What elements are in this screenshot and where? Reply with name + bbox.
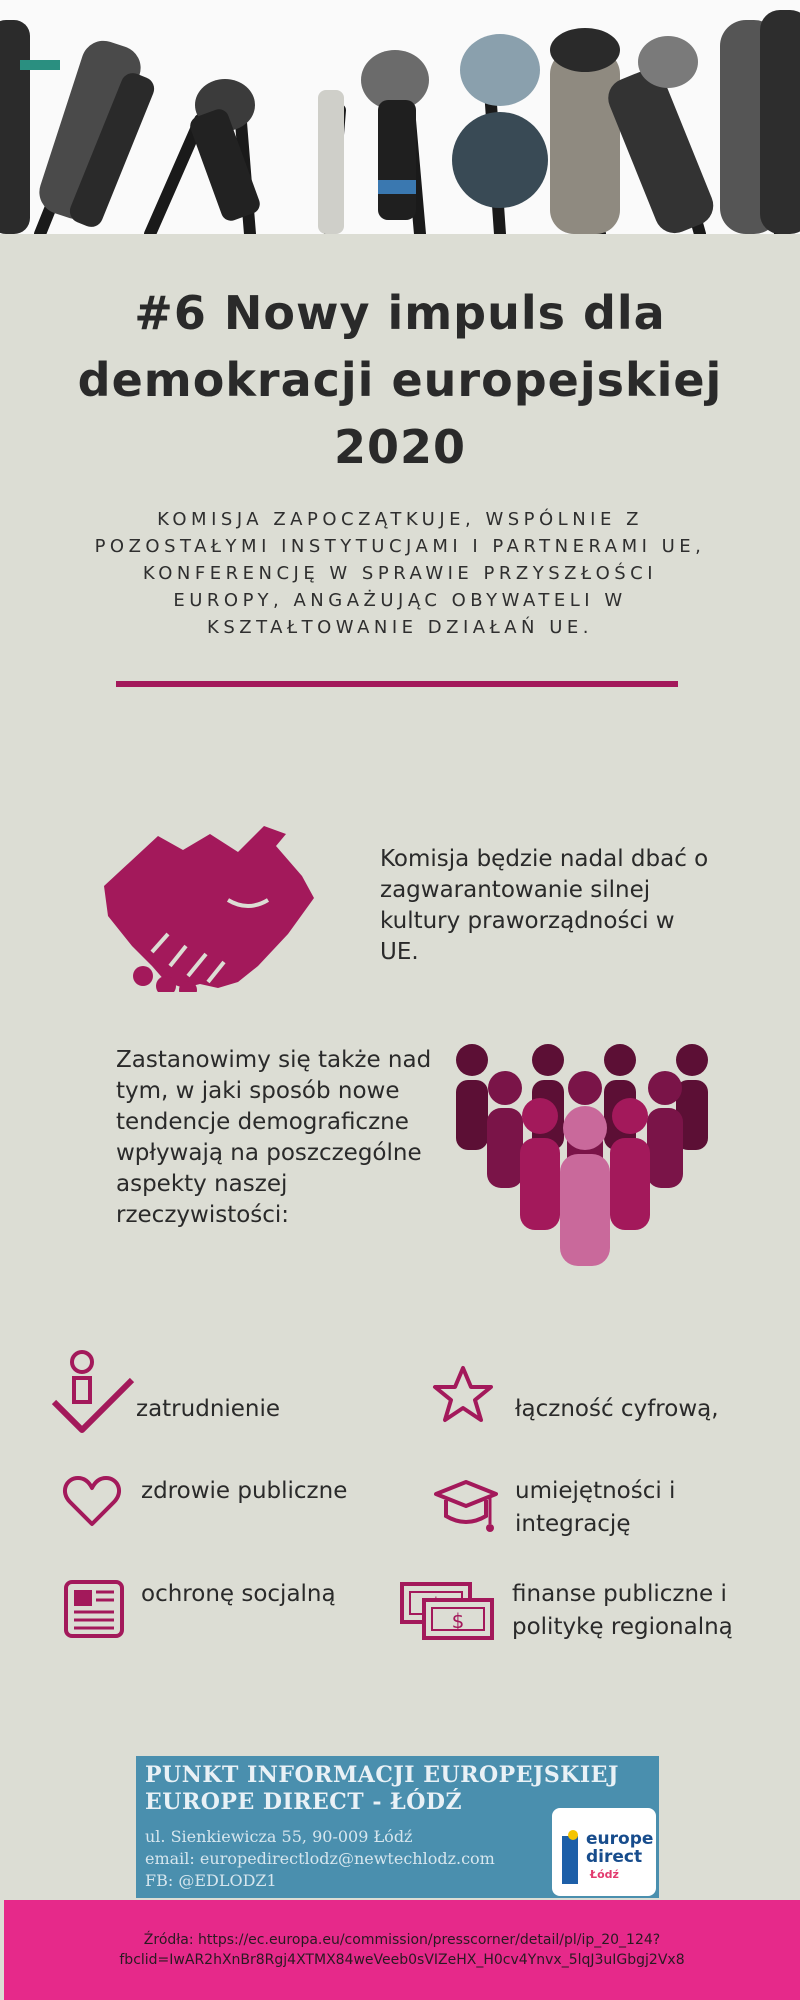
section2-text: Zastanowimy się także nad tym, w jaki sposób nowe tendencje demograficzne wpływają na poszczególne aspekty naszej rzeczywistości:	[116, 1047, 432, 1228]
banner-facebook: FB: @EDLODZ1	[145, 1871, 277, 1890]
europe-direct-logo	[552, 1808, 656, 1896]
person-check-icon	[50, 1350, 136, 1444]
people-group-icon	[450, 1040, 720, 1274]
logo-text-city: Łódź	[590, 1868, 619, 1881]
graduation-cap-icon	[434, 1478, 498, 1542]
sources-footer	[4, 1900, 800, 2000]
banner-contact	[145, 1826, 495, 1892]
topic-label-skills: umiejętności i integrację	[515, 1478, 676, 1537]
banner-line-2: EUROPE DIRECT - ŁÓDŹ	[145, 1789, 463, 1815]
topic-label-health: zdrowie publiczne	[141, 1478, 348, 1504]
title-line-1: #6 Nowy impuls dla	[134, 286, 666, 340]
page-title	[40, 280, 760, 481]
source-line-1: Źródła: https://ec.europa.eu/commission/presscorner/detail/pl/ip_20_124?	[143, 1932, 661, 1948]
newspaper-icon	[64, 1580, 124, 1642]
info-point-banner	[136, 1756, 659, 1898]
title-line-2: demokracji europejskiej	[77, 353, 723, 407]
source-line-2: fbclid=IwAR2hXnBr8Rgj4XTMX84weVeeb0sVIZeHX_H0cv4Ynvx_5lqJ3uIGbgj2Vx8	[119, 1952, 685, 1968]
svg-text:$: $	[451, 1609, 465, 1633]
section1-text: Komisja będzie nadal dbać o zagwarantowanie silnej kultury praworządności w UE.	[380, 846, 709, 965]
divider	[116, 681, 678, 687]
topic-label-digital: łączność cyfrową,	[515, 1396, 719, 1422]
topic-label-employment: zatrudnienie	[136, 1396, 281, 1422]
heart-icon	[62, 1474, 122, 1532]
banner-heading	[145, 1762, 619, 1816]
banner-line-1: PUNKT INFORMACJI EUROPEJSKIEJ	[145, 1762, 619, 1788]
banner-email: email: europedirectlodz@newtechlodz.com	[145, 1849, 495, 1868]
microphones-photo	[0, 0, 800, 234]
topic-label-finance: finanse publiczne i politykę regionalną	[512, 1581, 733, 1640]
star-icon	[432, 1364, 494, 1428]
topic-label-social: ochronę socjalną	[141, 1581, 336, 1607]
handshake-icon	[88, 816, 320, 996]
logo-text-direct: direct	[586, 1847, 643, 1867]
logo-text-europe: europe	[586, 1829, 654, 1849]
subtitle: KOMISJA ZAPOCZĄTKUJE, WSPÓLNIE Z POZOSTAŁYMI INSTYTUCJAMI I PARTNERAMI UE, KONFERENCJĘ W SPRAWIE PRZYSZŁOŚCI EUROPY, ANGAŻUJĄC OBYWATELI W KSZTAŁTOWANIE DZIAŁAŃ UE.	[94, 509, 706, 638]
title-line-3: 2020	[333, 420, 467, 474]
banknotes-icon	[400, 1582, 494, 1644]
banner-address: ul. Sienkiewicza 55, 90-009 Łódź	[145, 1827, 413, 1846]
sources-text	[4, 1930, 800, 1970]
